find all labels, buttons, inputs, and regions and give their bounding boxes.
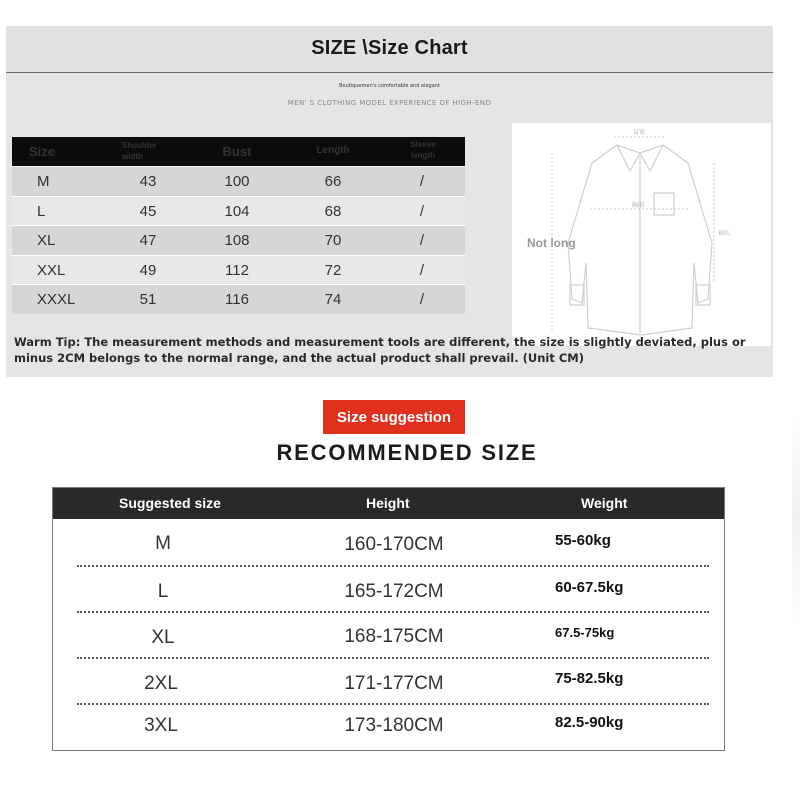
cell-bust: 116 (225, 291, 249, 309)
shirt-outline-icon (512, 123, 771, 346)
table-row (12, 166, 465, 196)
cell-size: XXL (37, 261, 66, 279)
table-row (53, 658, 724, 704)
cell-shoulder: 51 (139, 291, 157, 309)
cell-height: 160-170CM (344, 534, 444, 555)
cell-size: XL (37, 232, 56, 250)
cell-weight: 67.5-75kg (555, 625, 615, 640)
cell-sleeve: / (419, 173, 425, 190)
size-chart-title: SIZE \Size Chart (311, 37, 468, 59)
cell-height: 165-172CM (344, 581, 444, 602)
cell-weight: 75-82.5kg (555, 670, 624, 687)
cell-height: 168-175CM (344, 626, 444, 647)
cell-bust: 108 (224, 232, 250, 250)
recommended-size-title: RECOMMENDED SIZE (276, 440, 538, 465)
header-length: Length (316, 145, 350, 156)
table-row (12, 255, 465, 285)
cell-shoulder: 43 (139, 173, 157, 190)
diagram-label-shoulder: 肩宽 (633, 129, 646, 136)
cell-bust: 104 (224, 202, 250, 220)
recommended-table-header (53, 488, 724, 519)
cell-weight: 82.5-90kg (555, 714, 624, 731)
cell-size: XXXL (37, 291, 76, 309)
cell-size: 3XL (144, 715, 178, 736)
header-bust: Bust (222, 144, 252, 159)
table-row (53, 704, 724, 750)
diagram-label-sleeve: 袖长 (718, 230, 731, 237)
size-chart-subtitle: MEN' S CLOTHING MODEL EXPERIENCE OF HIGH-END (287, 99, 492, 107)
edge-shadow (792, 413, 800, 623)
table-row (53, 566, 724, 612)
size-chart-panel (6, 26, 773, 377)
cell-height: 171-177CM (344, 673, 444, 694)
cell-size: XL (151, 627, 175, 648)
header-size: Size (29, 144, 56, 159)
measurement-table-header (12, 137, 465, 166)
size-suggestion-badge: Size suggestion (323, 400, 465, 434)
cell-sleeve: / (419, 261, 425, 279)
warm-tip: Warm Tip: The measurement methods and measurement tools are different, the size is slightly deviated, plus or minus 2CM belongs to the normal range, and the actual product shall prevail. (Unit CM) (14, 335, 746, 365)
table-row (12, 225, 465, 255)
table-row (53, 519, 724, 565)
cell-length: 66 (324, 173, 342, 190)
cell-height: 173-180CM (344, 715, 444, 736)
diagram-label-bust: 胸围 (632, 202, 645, 209)
cell-size: M (155, 533, 171, 554)
table-row (53, 612, 724, 658)
cell-shoulder: 49 (139, 261, 157, 279)
header-weight: Weight (581, 495, 628, 511)
cell-size: L (37, 202, 46, 220)
cell-sleeve: / (419, 202, 425, 220)
cell-length: 68 (324, 202, 342, 220)
cell-weight: 60-67.5kg (555, 579, 624, 596)
cell-sleeve: / (419, 291, 425, 309)
recommended-size-table (52, 487, 725, 751)
header-shoulder: Shoulder width (122, 141, 157, 161)
cell-shoulder: 47 (139, 232, 157, 250)
header-sleeve: Sleeve length (410, 140, 436, 160)
tagline-small: Boutiquemen's comfortable and elegant (339, 83, 440, 89)
measurement-table (12, 137, 465, 314)
cell-shoulder: 45 (139, 202, 157, 220)
cell-size: L (157, 581, 169, 602)
cell-weight: 55-60kg (555, 532, 611, 549)
cell-length: 72 (324, 261, 342, 279)
cell-sleeve: / (419, 232, 425, 250)
table-row (12, 284, 465, 314)
shirt-diagram (512, 123, 771, 346)
cell-size: M (37, 173, 50, 190)
table-row (12, 196, 465, 226)
measurement-rows (12, 166, 465, 314)
diagram-note: Not long (527, 236, 576, 250)
title-divider (6, 72, 773, 73)
cell-bust: 112 (225, 261, 249, 279)
cell-size: 2XL (144, 673, 178, 694)
header-height: Height (366, 495, 410, 511)
cell-bust: 100 (224, 173, 250, 190)
cell-length: 74 (324, 291, 342, 309)
header-suggested-size: Suggested size (119, 495, 221, 511)
cell-length: 70 (324, 232, 342, 250)
